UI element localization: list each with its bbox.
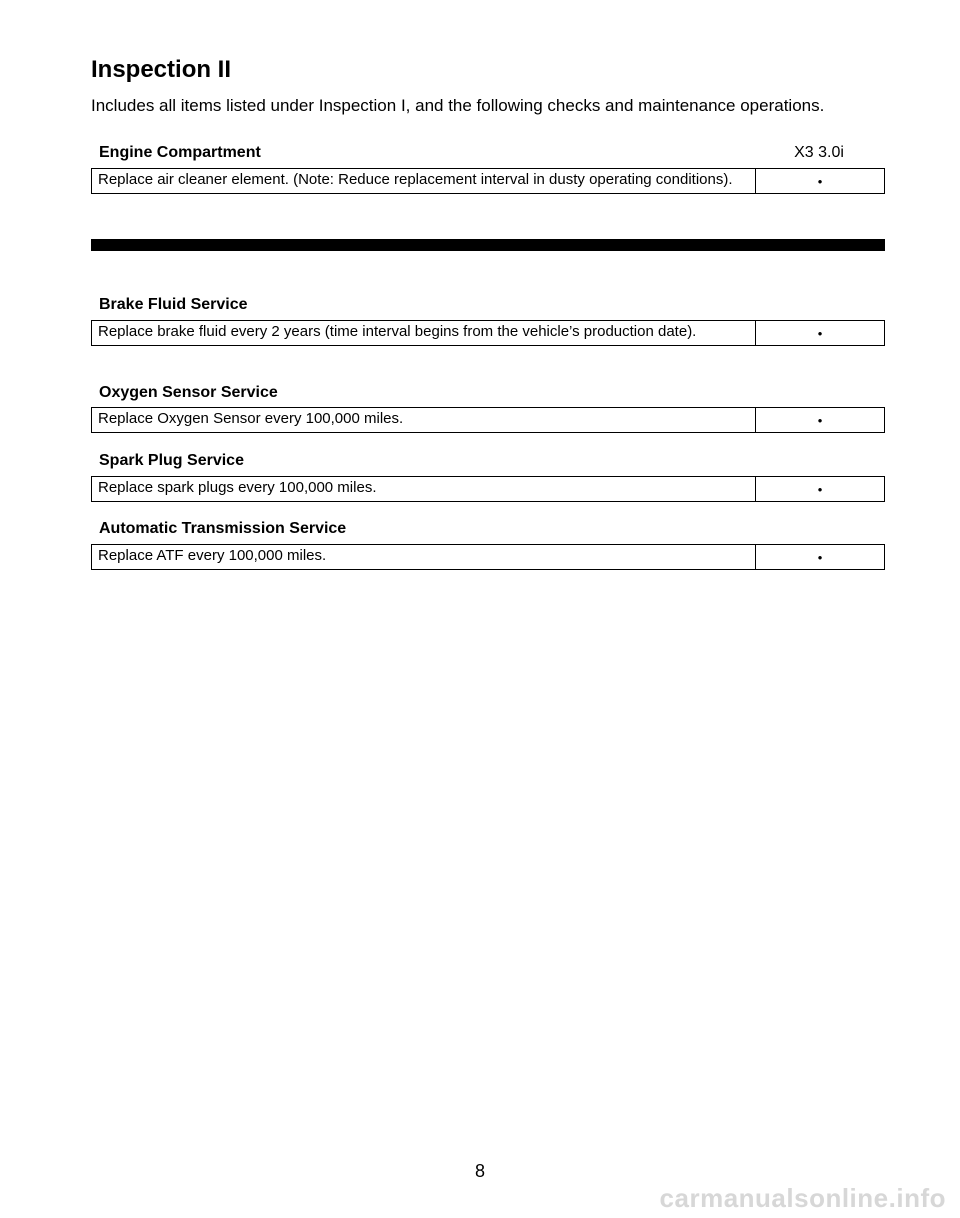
table-row <box>92 477 885 502</box>
applies-bullet: • <box>756 545 885 570</box>
table-row <box>92 169 885 194</box>
table-row <box>92 408 885 433</box>
brake-fluid-table <box>91 320 885 346</box>
automatic-transmission-table <box>91 544 885 570</box>
watermark: carmanualsonline.info <box>659 1183 946 1213</box>
oxygen-sensor-table <box>91 407 885 433</box>
section-heading-engine-compartment: Engine Compartment <box>99 144 261 161</box>
page-title: Inspection II <box>91 56 232 83</box>
model-column-label: X3 3.0i <box>794 144 844 161</box>
applies-bullet: • <box>756 408 885 433</box>
item-description: Replace brake fluid every 2 years (time interval begins from the vehicle’s production date). <box>92 321 756 346</box>
applies-bullet: • <box>756 321 885 346</box>
engine-compartment-table <box>91 168 885 194</box>
spark-plug-table <box>91 476 885 502</box>
table-row <box>92 321 885 346</box>
intro-text: Includes all items listed under Inspection I, and the following checks and maintenance operations. <box>91 96 825 115</box>
item-description: Replace air cleaner element. (Note: Reduce replacement interval in dusty operating conditions). <box>92 169 756 194</box>
section-heading-spark-plug: Spark Plug Service <box>99 452 244 469</box>
page-number: 8 <box>474 1161 485 1181</box>
section-heading-oxygen-sensor: Oxygen Sensor Service <box>99 384 278 401</box>
section-heading-brake-fluid: Brake Fluid Service <box>99 296 248 313</box>
applies-bullet: • <box>756 169 885 194</box>
section-heading-automatic-transmission: Automatic Transmission Service <box>99 520 347 537</box>
section-divider-bar <box>91 239 885 251</box>
table-row <box>92 545 885 570</box>
item-description: Replace ATF every 100,000 miles. <box>92 545 756 570</box>
item-description: Replace spark plugs every 100,000 miles. <box>92 477 756 502</box>
applies-bullet: • <box>756 477 885 502</box>
item-description: Replace Oxygen Sensor every 100,000 miles. <box>92 408 756 433</box>
